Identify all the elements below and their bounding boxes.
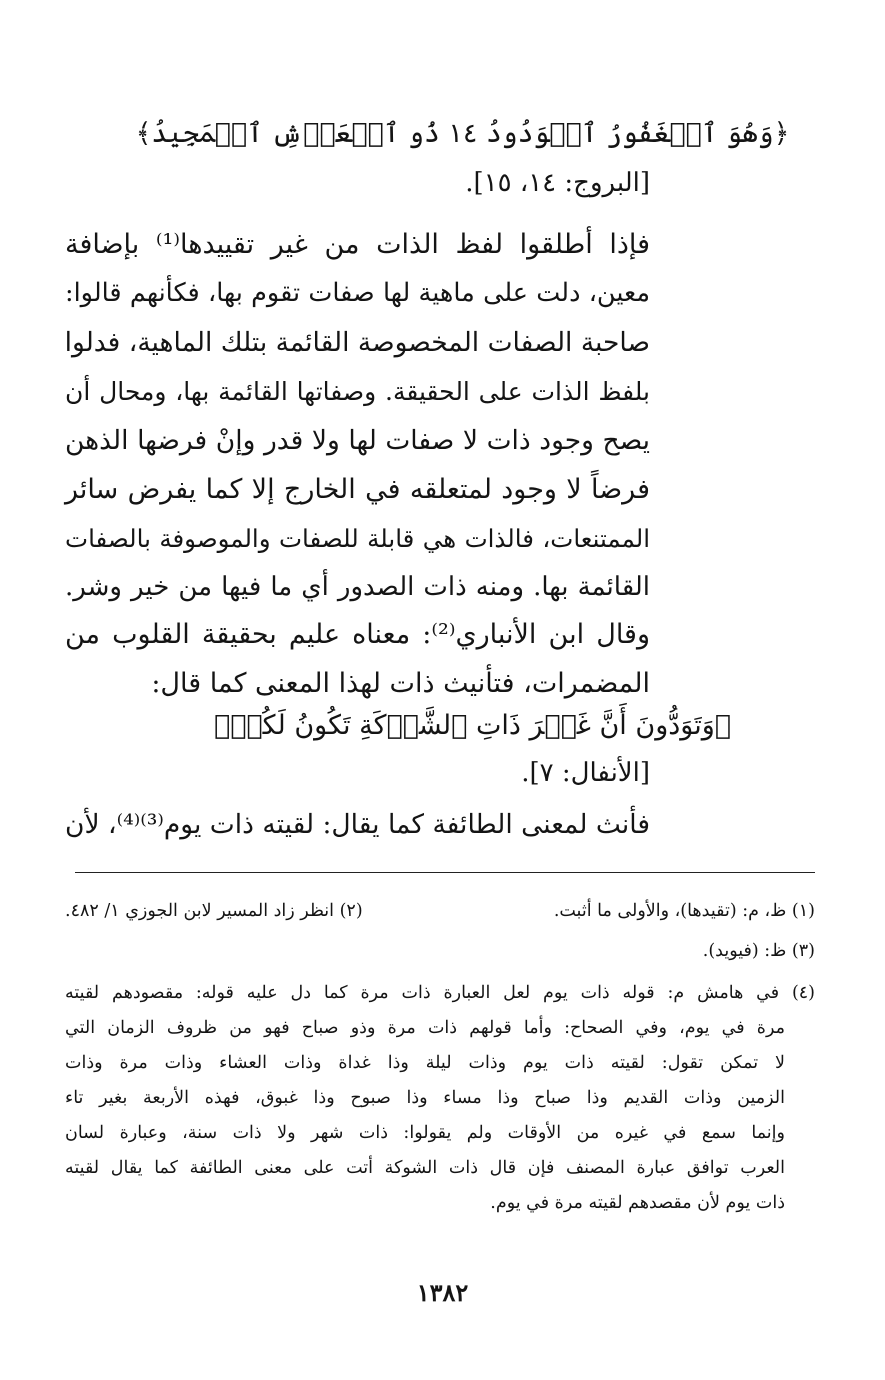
text-line: وقال ابن الأنباري⁽²⁾: معناه عليم بحقيقة القلوب من — [65, 619, 650, 650]
text-line: معين، دلت على ماهية لها صفات تقوم بها، فكأنهم قالوا: — [65, 278, 650, 308]
footnote-4-line: ذات يوم لأن مقصدهم لقيته مرة في يوم. — [490, 1193, 785, 1213]
footnote-2: (٢) انظر زاد المسير لابن الجوزي ١/ ٤٨٢. — [65, 901, 363, 921]
third-paragraph — [65, 800, 650, 849]
quran-verse-top: ﴿وَهُوَ ٱلۡغَفُورُ ٱلۡوَدُودُ ١٤ ذُو ٱلۡعَرۡشِ ٱلۡمَجِيدُ﴾ — [135, 118, 790, 149]
footnote-4-line: وإنما سمع في غيره من الأوقات ولم يقولوا: ذات شهر ولا ذات سنة، وعبارة لسان — [65, 1123, 785, 1143]
text-line: صاحبة الصفات المخصوصة القائمة بتلك الماهية، فدلوا — [64, 327, 650, 358]
text-line: الممتنعات، فالذات هي قابلة للصفات والموصوفة بالصفات — [65, 524, 650, 553]
text-line: فإذا أطلقوا لفظ الذات من غير تقييدها⁽¹⁾ بإضافة — [65, 229, 650, 260]
page-number: ١٣٨٢ — [416, 1278, 469, 1307]
footnote-1: (١) ظ، م: (تقيدها)، والأولى ما أثبت. — [553, 901, 815, 921]
text-line: فأنث لمعنى الطائفة كما يقال: لقيته ذات يوم⁽³⁾⁽⁴⁾، لأن — [65, 809, 650, 840]
footnote-4-line: مرة في يوم، وفي الصحاح: وأما قولهم ذات مرة وذو صباح فهو من ظروف الزمان التي — [65, 1018, 785, 1038]
text-line: القائمة بها. ومنه ذات الصدور أي ما فيها من خير وشر. — [65, 572, 650, 602]
footnote-4-line: الزمين وذات القديم وذا صباح وذا مساء وذا صبوح وذا غبوق، فهذه الأربعة بغير تاء — [65, 1088, 785, 1108]
verse-mid-reference: [الأنفال: ٧]. — [521, 758, 650, 788]
second-paragraph — [65, 610, 650, 708]
main-paragraph — [65, 220, 650, 612]
text-line: فرضاً لا وجود لمتعلقه في الخارج إلا كما يفرض سائر — [65, 474, 650, 505]
footnote-4-line: العرب توافق عبارة المصنف فإن قال ذات الشوكة أتت على معنى الطائفة كما يقال لقيته — [65, 1158, 785, 1178]
footnotes — [65, 895, 815, 1255]
footnote-4-line: لا تمكن تقول: لقيته ذات يوم وذات ليلة وذا غداة وذات العشاء وذات مرة وذات — [65, 1053, 785, 1073]
text-line: بلفظ الذات على الحقيقة. وصفاتها القائمة بها، ومحال أن — [65, 377, 650, 406]
verse-top-reference: [البروج: ١٤، ١٥]. — [465, 168, 650, 198]
footnote-separator — [75, 872, 815, 873]
footnote-3: (٣) ظ: (فيويد). — [702, 941, 815, 961]
footnote-4-line: (٤) في هامش م: قوله ذات يوم لعل العبارة ذات مرة كما دل عليه قوله: مقصودهم لقيته — [65, 983, 815, 1003]
text-line: المضمرات، فتأنيث ذات لهذا المعنى كما قال: — [151, 668, 650, 699]
quran-verse-mid: ﴿وَتَوَدُّونَ أَنَّ غَيۡرَ ذَاتِ ٱلشَّوۡكَةِ تَكُونُ لَكُمۡ﴾ — [214, 710, 731, 741]
text-line: يصح وجود ذات لا صفات لها ولا قدر وإنْ فرضها الذهن — [65, 425, 650, 456]
